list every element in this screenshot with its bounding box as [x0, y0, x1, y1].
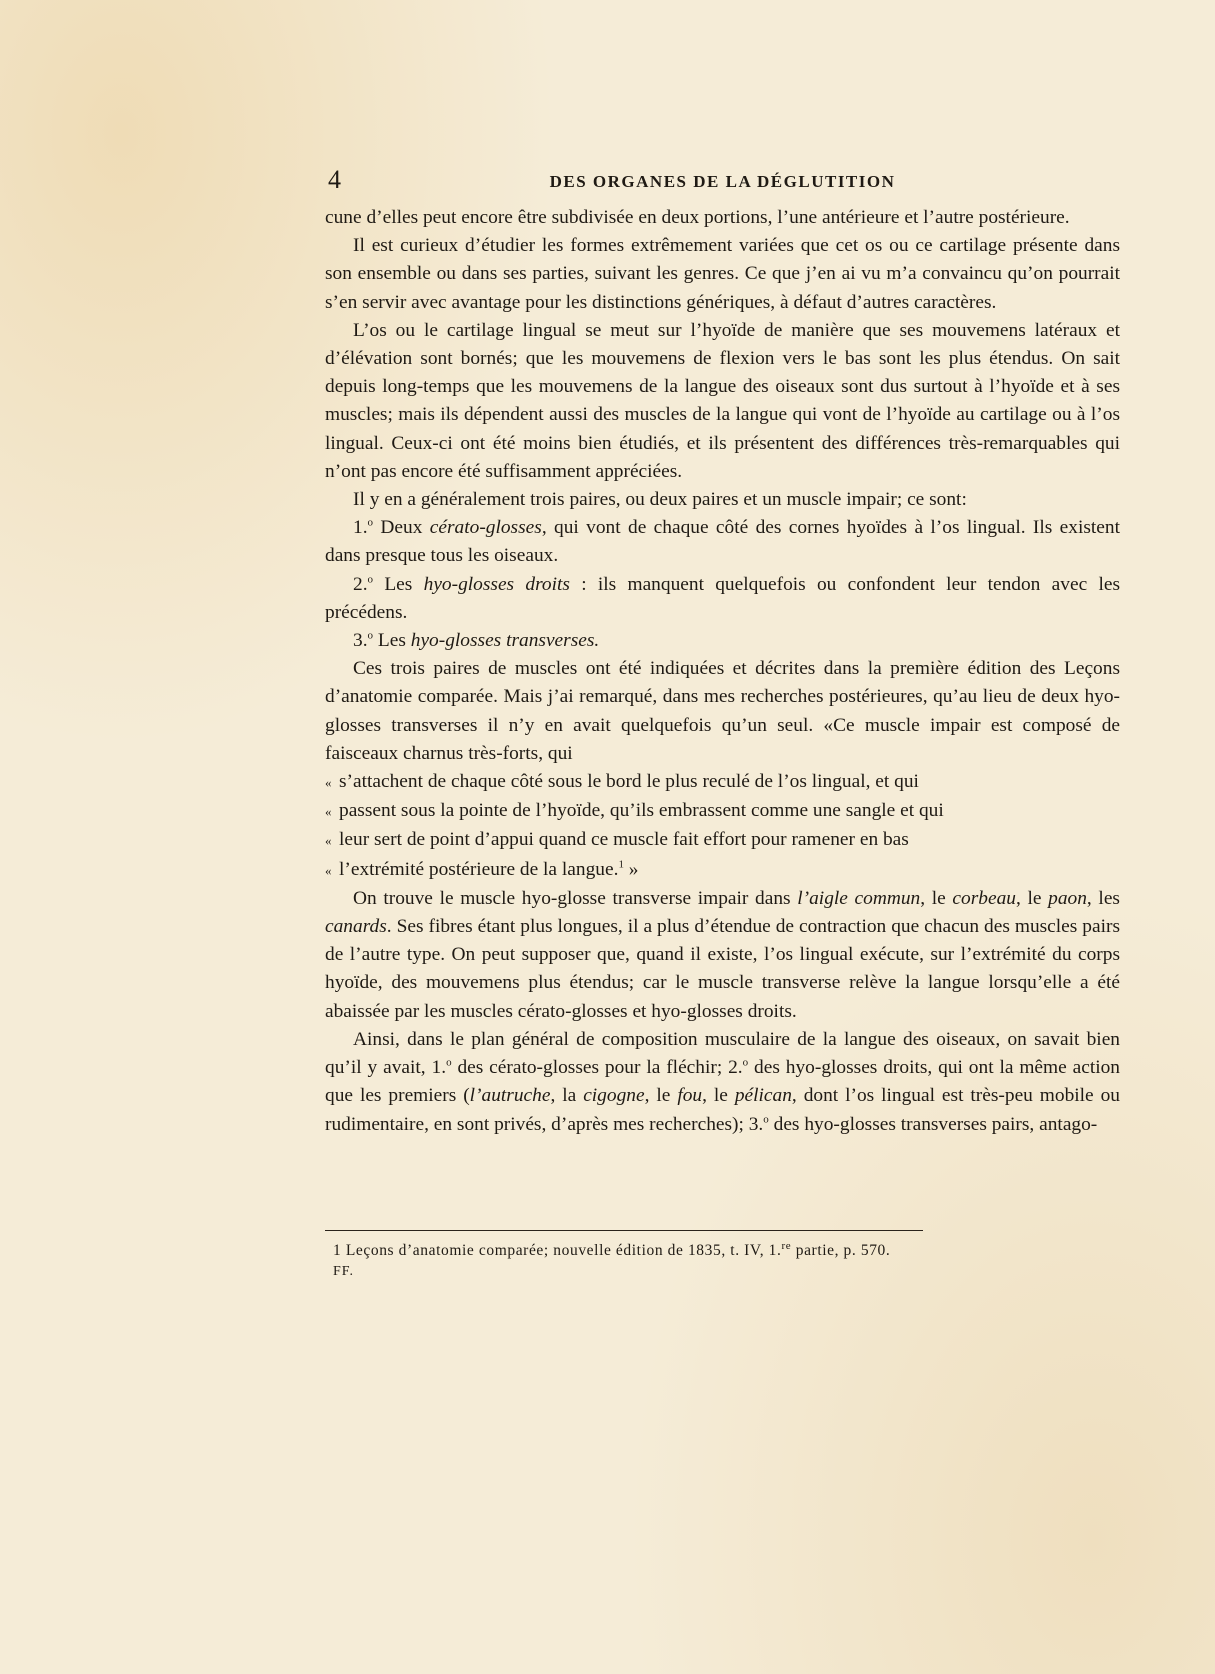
- signature-mark: FF.: [333, 1264, 354, 1279]
- page-number: 4: [328, 165, 341, 194]
- paragraph: Ainsi, dans le plan général de composition musculaire de la langue des oiseaux, on savait bien qu’il y avait, 1.$^o$ des cérato-glosses pour la fléchir; 2.$^o$ des hyo-glosses droits, qui ont la même action que les premiers (l’autruche, la cigogne, le fou, le pélican, dont l’os lingual est très-peu mobile ou rudimentaire, en sont privés, d’après mes recherches); 3.$^o$ des hyo-glosses transverses pairs, antago-: [325, 1028, 1120, 1135]
- list-item: 3.$^o$ Les hyo-glosses transverses.: [353, 629, 600, 652]
- paragraph: Ces trois paires de muscles ont été indiquées et décrites dans la première édition des Leçons d’anatomie comparée. Mais j’ai remarqué, dans mes recherches postérieures, qu’au lieu de deux hyo-glosses transverses il n’y en avait quelquefois qu’un seul. «Ce muscle impair est composé de faisceaux charnus très-forts, qui: [325, 658, 1120, 764]
- paragraph: On trouve le muscle hyo-glosse transverse impair dans l’aigle commun, le corbeau, le paon, les canards. Ses fibres étant plus longues, il a plus d’étendue de contraction que chacun des muscles pairs de l’autre type. On peut supposer que, quand il existe, l’os lingual exécute, sur l’extrémité du corps hyoïde, des mouvemens plus étendus; car le muscle transverse relève la langue lorsqu’elle a été abaissée par les muscles cérato-glosses et hyo-glosses droits.: [325, 887, 1120, 1022]
- paragraph: Il est curieux d’étudier les formes extrêmement variées que cet os ou ce cartilage présente dans son ensemble ou dans ses parties, suivant les genres. Ce que j’en ai vu m’a convaincu qu’on pourrait s’en servir avec avantage pour les distinctions génériques, à défaut d’autres caractères.: [325, 235, 1120, 313]
- quote-line: « passent sous la pointe de l’hyoïde, qu’ils embrassent comme une sangle et qui: [325, 800, 944, 822]
- footnote-ref: 1: [618, 858, 624, 871]
- quote-line: « s’attachent de chaque côté sous le bord le plus reculé de l’os lingual, et qui: [325, 771, 919, 793]
- list-item: 2.$^o$ Les hyo-glosses droits : ils manquent quelquefois ou confondent leur tendon avec les précédens.: [325, 573, 1121, 623]
- footnote-marker: 1: [333, 1242, 342, 1259]
- body-text: [325, 204, 1120, 1139]
- quote-line: « l’extrémité postérieure de la langue.$^1$ »: [325, 858, 639, 880]
- footnote: 1 Leçons d’anatomie comparée; nouvelle édition de 1835, t. IV, 1.$^{re}$ partie, p. 570.: [333, 1239, 891, 1259]
- footnote-rule: [325, 1230, 923, 1231]
- paragraph: cune d’elles peut encore être subdivisée en deux portions, l’une antérieure et l’autre postérieure.: [325, 207, 1070, 228]
- paragraph: Il y en a généralement trois paires, ou deux paires et un muscle impair; ce sont:: [353, 489, 967, 511]
- running-title: DES ORGANES DE LA DÉGLUTITION: [549, 172, 896, 191]
- paragraph: L’os ou le cartilage lingual se meut sur l’hyoïde de manière que ses mouvemens latéraux et d’élévation sont bornés; que les mouvemens de flexion vers le bas sont les plus étendus. On sait depuis long-temps que les mouvemens de la langue des oiseaux sont dus surtout à l’hyoïde et à ses muscles; mais ils dépendent aussi des muscles de la langue qui vont de l’hyoïde au cartilage ou à l’os lingual. Ceux-ci ont été moins bien étudiés, et ils présentent des différences très-remarquables qui n’ont pas encore été suffisamment appréciées.: [325, 319, 1120, 482]
- list-item: 1.$^o$ Deux cérato-glosses, qui vont de chaque côté des cornes hyoïdes à l’os lingual. Ils existent dans presque tous les oiseaux.: [325, 516, 1120, 567]
- running-head: [325, 165, 1120, 194]
- quote-line: « leur sert de point d’appui quand ce muscle fait effort pour ramener en bas: [325, 829, 909, 851]
